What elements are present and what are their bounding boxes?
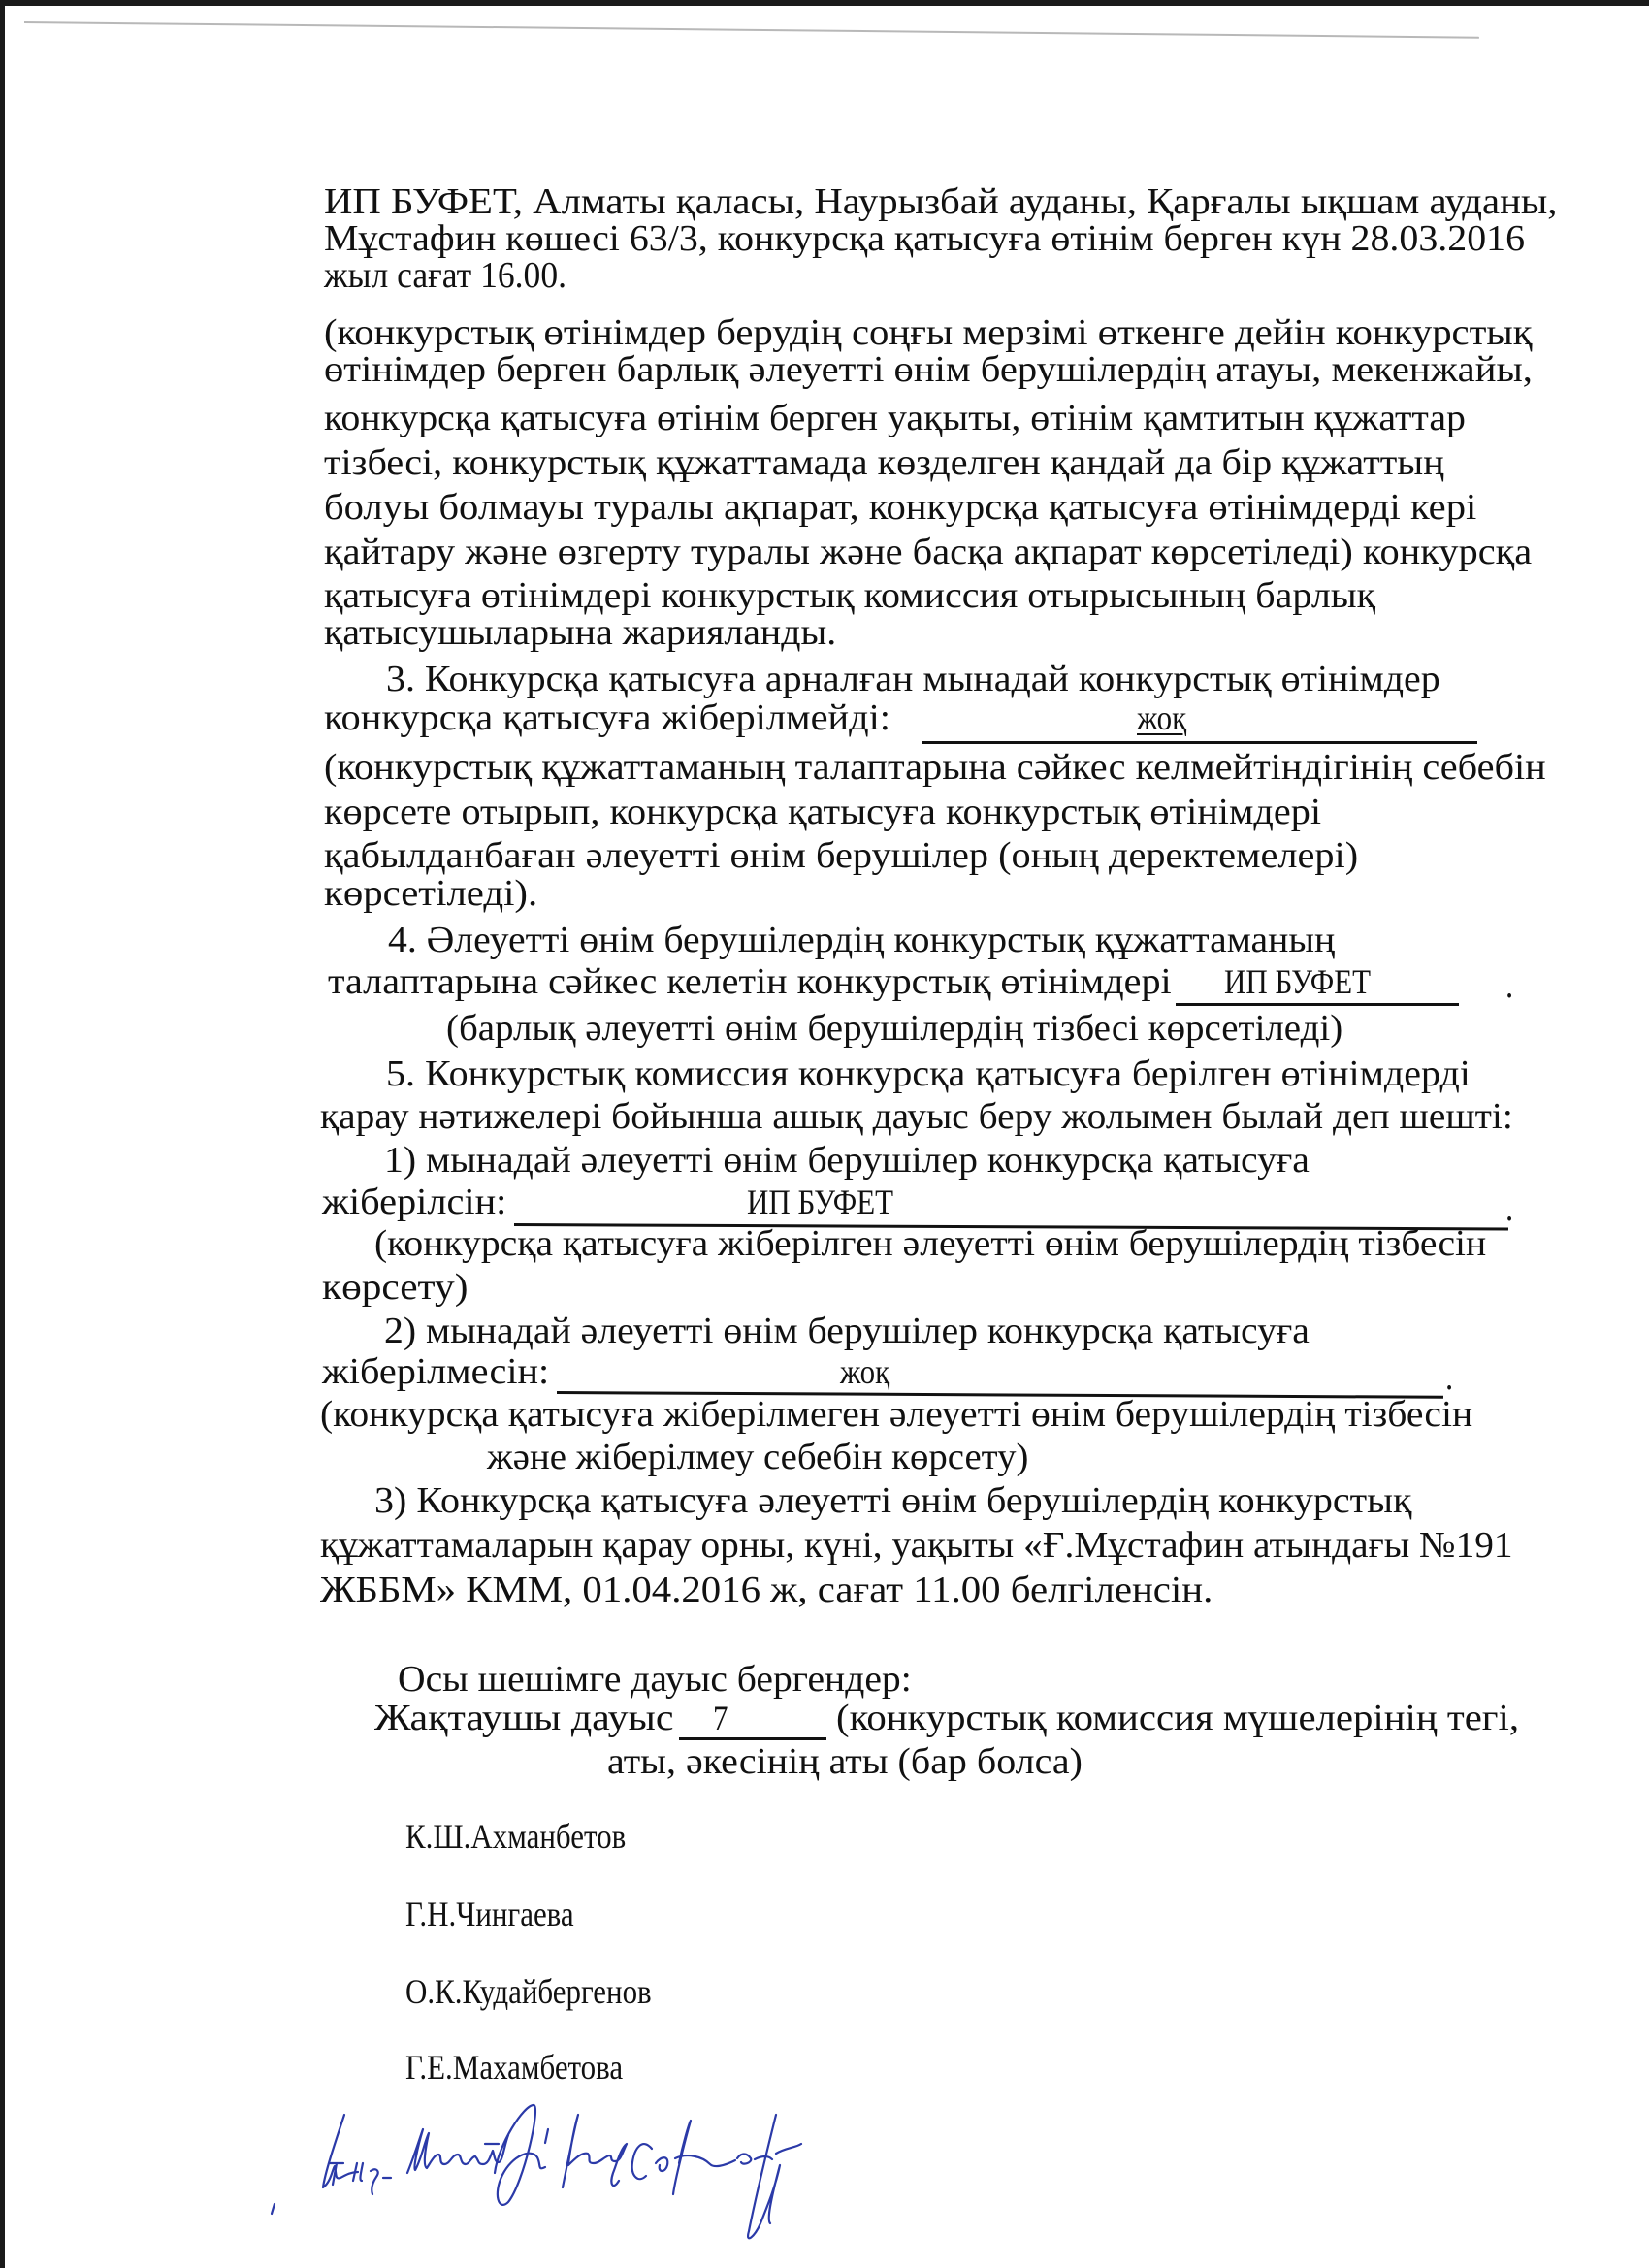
item-3-note-line-2: көрсете отырып, конкурсқа қатысуға конкурстық өтінімдері (324, 792, 1322, 832)
votes-count: 7 (713, 1699, 728, 1737)
item-3-line-1: 3. Конкурсқа қатысуға арналған мынадай конкурстық өтінімдер (386, 659, 1440, 699)
item-5-sub-3-line-3: ЖББМ» КММ, 01.04.2016 ж, сағат 11.00 белгіленсін. (320, 1570, 1213, 1610)
item-5-sub-3-line-1: 3) Конкурсқа қатысуға әлеуетті өнім берушілердің конкурстық (374, 1480, 1412, 1521)
paragraph-2-line-5: болуы болмауы туралы ақпарат, конкурсқа қатысуға өтінімдерді кері (324, 487, 1477, 528)
paragraph-2-line-6: қайтару және өзгерту туралы және басқа ақпарат көрсетіледі) конкурсқа (324, 532, 1533, 572)
item-4-note: (барлық әлеуетті өнім берушілердің тізбесі көрсетіледі) (446, 1008, 1343, 1049)
item-3-line-2-prefix: конкурсқа қатысуға жіберілмейді: (324, 697, 891, 738)
signature-3 (407, 2129, 508, 2173)
member-name: О.К.Кудайбергенов (405, 1972, 652, 2011)
member-name: Г.Е.Махамбетова (405, 2048, 624, 2087)
item-4-value: ИП БУФЕТ (1224, 962, 1372, 1001)
voting-heading: Осы шешімге дауыс бергендер: (398, 1659, 912, 1700)
item-5-sub-2-value: жоқ (840, 1352, 890, 1391)
signature-mark-1 (272, 2204, 275, 2214)
item-3-note-line-3: қабылданбаған әлеуетті өнім берушілер (оның деректемелері) (324, 835, 1359, 876)
paragraph-2-line-3: конкурсқа қатысуға өтінім берген уақыты, өтінім қамтитын құжаттар (324, 398, 1466, 438)
member-name: Г.Н.Чингаева (405, 1895, 574, 1933)
paragraph-1-line-2: Мұстафин көшесі 63/3, конкурсқа қатысуға өтінім берген күн 28.03.2016 (324, 218, 1526, 259)
signature-5 (563, 2115, 627, 2187)
paragraph-2-line-8: қатысушыларына жарияланды. (324, 612, 837, 653)
item-3-note-line-4: көрсетіледі). (324, 873, 538, 914)
item-3-value: жоқ (1137, 698, 1187, 737)
item-4-line-1: 4. Әлеуетті өнім берушілердің конкурстық құжаттаманың (388, 920, 1336, 960)
item-5-sub-3-line-2: құжаттамаларын қарау орны, күні, уақыты «Ғ.Мұстафин атындағы №191 (320, 1525, 1513, 1566)
votes-note-line-1: (конкурстық комиссия мүшелерінің тегі, (836, 1698, 1520, 1738)
item-5-sub-1-line-1: 1) мынадай әлеуетті өнім берушілер конкурсқа қатысуға (384, 1140, 1310, 1181)
signature-7 (737, 2115, 801, 2238)
item-5-line-1: 5. Конкурстық комиссия конкурсқа қатысуға берілген өтінімдерді (386, 1053, 1471, 1094)
item-5-sub-1-note-line-2: көрсету) (322, 1267, 469, 1308)
votes-label: Жақтаушы дауыс (374, 1698, 674, 1738)
signature-6 (632, 2121, 735, 2194)
item-5-sub-2-line-1: 2) мынадай әлеуетті өнім берушілер конкурсқа қатысуға (384, 1311, 1310, 1351)
item-5-line-2: қарау нәтижелері бойынша ашық дауыс беру жолымен былай деп шешті: (320, 1096, 1513, 1137)
paragraph-2-line-1: (конкурстық өтінімдер берудің соңғы мерзімі өткенге дейін конкурстық (324, 312, 1533, 353)
item-5-sub-1-suffix: . (1505, 1188, 1514, 1229)
item-5-sub-2-note-line-2: және жіберілмеу себебін көрсету) (487, 1437, 1029, 1477)
paragraph-1-line-1: ИП БУФЕТ, Алматы қаласы, Наурызбай ауданы, Қарғалы ықшам ауданы, (324, 181, 1558, 222)
item-5-sub-2-note-line-1: (конкурсқа қатысуға жіберілмеген әлеуетті өнім берушілердің тізбесін (320, 1394, 1473, 1435)
item-5-sub-2-prefix: жіберілмесін: (322, 1351, 550, 1392)
item-5-sub-1-value: ИП БУФЕТ (747, 1183, 894, 1221)
item-5-sub-1-note-line-1: (конкурсқа қатысуға жіберілген әлеуетті өнім берушілердің тізбесін (374, 1223, 1487, 1264)
paragraph-1-line-3: жыл сағат 16.00. (324, 255, 567, 296)
paragraph-2-line-4: тізбесі, конкурстық құжаттамада көзделген қандай да бір құжаттың (324, 442, 1444, 483)
signature-1 (323, 2115, 358, 2187)
item-4-line-2-prefix: талаптарына сәйкес келетін конкурстық өтінімдері (328, 961, 1172, 1002)
paragraph-2-line-7: қатысуға өтінімдері конкурстық комиссия отырысының барлық (324, 575, 1376, 616)
item-5-sub-1-prefix: жіберілсін: (322, 1182, 507, 1222)
item-3-note-line-1: (конкурстық құжаттаманың талаптарына сәйкес келмейтіндігінің себебін (324, 747, 1546, 788)
votes-note-line-2: аты, әкесінің аты (бар болса) (607, 1741, 1083, 1782)
paragraph-2-line-2: өтінімдер берген барлық әлеуетті өнім берушілердің атауы, мекенжайы, (324, 349, 1533, 390)
member-name: К.Ш.Ахманбетов (405, 1817, 627, 1856)
item-5-sub-2-suffix: . (1445, 1357, 1454, 1398)
item-4-suffix: . (1505, 965, 1514, 1006)
